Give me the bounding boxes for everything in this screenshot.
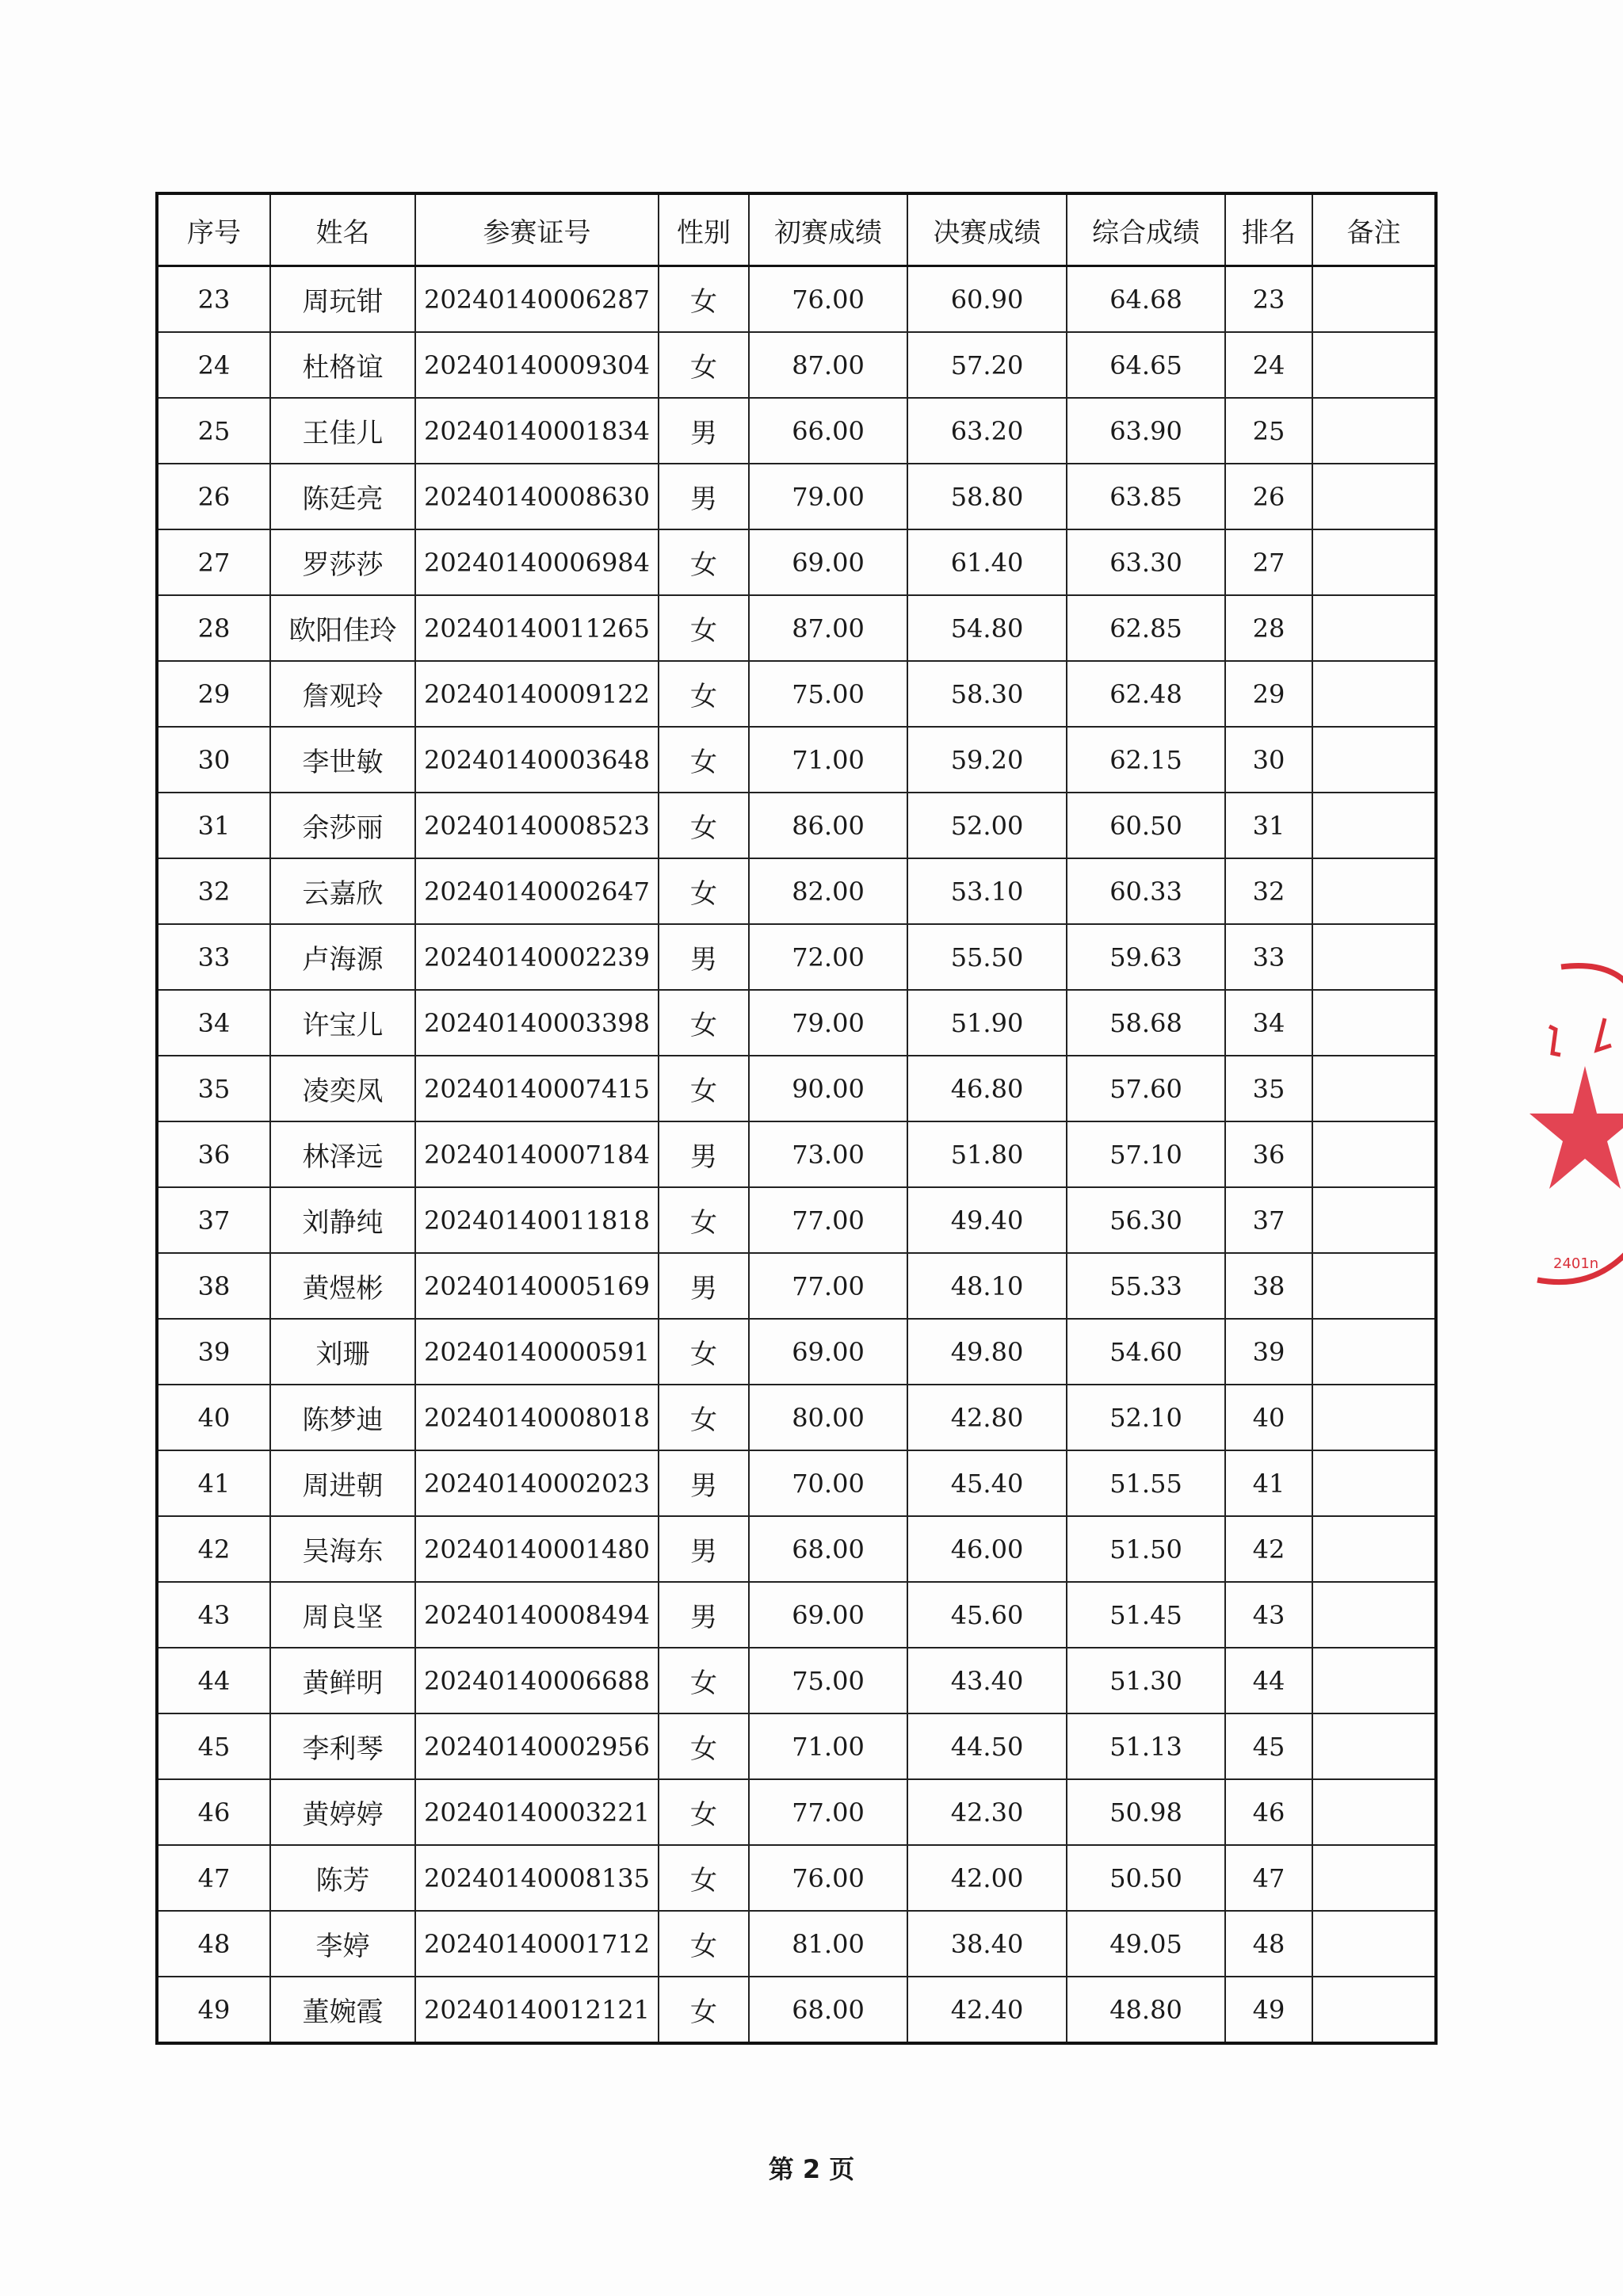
cell-prelim: 70.00 [749, 1450, 907, 1516]
cell-prelim: 75.00 [749, 1648, 907, 1713]
cell-prelim: 90.00 [749, 1056, 907, 1121]
cell-name: 陈芳 [270, 1845, 415, 1911]
cell-name: 李世敏 [270, 727, 415, 793]
table-row [157, 1319, 1436, 1385]
cell-total: 57.60 [1067, 1056, 1225, 1121]
cell-rank: 33 [1225, 924, 1312, 990]
cell-id: 20240140007184 [415, 1121, 659, 1187]
cell-final: 42.80 [907, 1385, 1067, 1450]
cell-total: 50.50 [1067, 1845, 1225, 1911]
cell-seq: 34 [157, 990, 270, 1056]
cell-prelim: 76.00 [749, 1845, 907, 1911]
cell-seq: 41 [157, 1450, 270, 1516]
cell-total: 56.30 [1067, 1187, 1225, 1253]
cell-name: 李婷 [270, 1911, 415, 1977]
cell-total: 63.90 [1067, 398, 1225, 464]
table-row [157, 595, 1436, 661]
table-row [157, 1779, 1436, 1845]
cell-id: 20240140006984 [415, 529, 659, 595]
cell-gender: 男 [659, 1450, 749, 1516]
cell-note [1312, 1582, 1436, 1648]
cell-name: 云嘉欣 [270, 858, 415, 924]
table-row [157, 1648, 1436, 1713]
cell-id: 20240140002239 [415, 924, 659, 990]
cell-seq: 45 [157, 1713, 270, 1779]
cell-final: 58.30 [907, 661, 1067, 727]
cell-note [1312, 1779, 1436, 1845]
cell-name: 周玩钳 [270, 266, 415, 333]
cell-rank: 41 [1225, 1450, 1312, 1516]
header-rank: 排名 [1225, 193, 1312, 266]
cell-rank: 42 [1225, 1516, 1312, 1582]
table-row [157, 1977, 1436, 2043]
cell-name: 罗莎莎 [270, 529, 415, 595]
cell-rank: 31 [1225, 793, 1312, 858]
table-row [157, 332, 1436, 398]
cell-seq: 38 [157, 1253, 270, 1319]
cell-rank: 30 [1225, 727, 1312, 793]
cell-name: 周良坚 [270, 1582, 415, 1648]
cell-seq: 42 [157, 1516, 270, 1582]
cell-rank: 37 [1225, 1187, 1312, 1253]
cell-total: 62.85 [1067, 595, 1225, 661]
cell-gender: 男 [659, 924, 749, 990]
cell-final: 61.40 [907, 529, 1067, 595]
cell-total: 63.85 [1067, 464, 1225, 529]
cell-gender: 女 [659, 332, 749, 398]
table-row [157, 727, 1436, 793]
cell-final: 43.40 [907, 1648, 1067, 1713]
table-body [157, 266, 1436, 2044]
cell-prelim: 76.00 [749, 266, 907, 333]
cell-prelim: 68.00 [749, 1977, 907, 2043]
cell-id: 20240140009122 [415, 661, 659, 727]
cell-note [1312, 1977, 1436, 2043]
cell-total: 64.65 [1067, 332, 1225, 398]
cell-seq: 29 [157, 661, 270, 727]
cell-gender: 女 [659, 1911, 749, 1977]
cell-rank: 45 [1225, 1713, 1312, 1779]
cell-name: 周进朝 [270, 1450, 415, 1516]
cell-note [1312, 1516, 1436, 1582]
cell-note [1312, 332, 1436, 398]
cell-note [1312, 1187, 1436, 1253]
cell-final: 49.80 [907, 1319, 1067, 1385]
header-row [157, 193, 1436, 266]
cell-seq: 37 [157, 1187, 270, 1253]
cell-gender: 女 [659, 990, 749, 1056]
table-row [157, 1253, 1436, 1319]
cell-seq: 44 [157, 1648, 270, 1713]
cell-name: 卢海源 [270, 924, 415, 990]
cell-final: 53.10 [907, 858, 1067, 924]
cell-total: 51.55 [1067, 1450, 1225, 1516]
cell-seq: 48 [157, 1911, 270, 1977]
cell-final: 46.80 [907, 1056, 1067, 1121]
cell-name: 杜格谊 [270, 332, 415, 398]
cell-gender: 女 [659, 1845, 749, 1911]
cell-rank: 24 [1225, 332, 1312, 398]
cell-final: 52.00 [907, 793, 1067, 858]
cell-seq: 47 [157, 1845, 270, 1911]
cell-id: 20240140001834 [415, 398, 659, 464]
cell-prelim: 75.00 [749, 661, 907, 727]
cell-gender: 男 [659, 1516, 749, 1582]
cell-prelim: 69.00 [749, 1319, 907, 1385]
cell-gender: 男 [659, 398, 749, 464]
cell-gender: 女 [659, 266, 749, 333]
table-row [157, 266, 1436, 333]
cell-note [1312, 1648, 1436, 1713]
cell-seq: 46 [157, 1779, 270, 1845]
table-row [157, 661, 1436, 727]
cell-seq: 39 [157, 1319, 270, 1385]
cell-final: 44.50 [907, 1713, 1067, 1779]
cell-prelim: 79.00 [749, 464, 907, 529]
official-seal [1506, 951, 1623, 1300]
header-seq: 序号 [157, 193, 270, 266]
cell-prelim: 71.00 [749, 727, 907, 793]
cell-rank: 29 [1225, 661, 1312, 727]
cell-total: 60.50 [1067, 793, 1225, 858]
cell-prelim: 77.00 [749, 1779, 907, 1845]
cell-seq: 35 [157, 1056, 270, 1121]
cell-name: 詹观玲 [270, 661, 415, 727]
cell-seq: 49 [157, 1977, 270, 2043]
cell-id: 20240140008135 [415, 1845, 659, 1911]
cell-gender: 男 [659, 1121, 749, 1187]
cell-note [1312, 1121, 1436, 1187]
cell-note [1312, 464, 1436, 529]
cell-seq: 40 [157, 1385, 270, 1450]
cell-name: 董婉霞 [270, 1977, 415, 2043]
svg-text:2401n: 2401n [1553, 1255, 1599, 1272]
cell-final: 38.40 [907, 1911, 1067, 1977]
seal-graphic [1506, 951, 1623, 1300]
cell-note [1312, 661, 1436, 727]
results-table [155, 192, 1438, 2045]
cell-id: 20240140003648 [415, 727, 659, 793]
cell-note [1312, 1056, 1436, 1121]
cell-note [1312, 1845, 1436, 1911]
table-row [157, 464, 1436, 529]
cell-prelim: 77.00 [749, 1253, 907, 1319]
cell-seq: 30 [157, 727, 270, 793]
cell-gender: 女 [659, 1056, 749, 1121]
cell-final: 58.80 [907, 464, 1067, 529]
cell-note [1312, 1253, 1436, 1319]
cell-name: 黄鲜明 [270, 1648, 415, 1713]
cell-seq: 31 [157, 793, 270, 858]
cell-final: 54.80 [907, 595, 1067, 661]
cell-id: 20240140005169 [415, 1253, 659, 1319]
cell-rank: 34 [1225, 990, 1312, 1056]
cell-total: 62.48 [1067, 661, 1225, 727]
cell-total: 60.33 [1067, 858, 1225, 924]
cell-rank: 28 [1225, 595, 1312, 661]
cell-id: 20240140008523 [415, 793, 659, 858]
cell-note [1312, 924, 1436, 990]
header-name: 姓名 [270, 193, 415, 266]
header-final: 决赛成绩 [907, 193, 1067, 266]
cell-final: 51.80 [907, 1121, 1067, 1187]
cell-total: 51.13 [1067, 1713, 1225, 1779]
cell-rank: 43 [1225, 1582, 1312, 1648]
cell-seq: 43 [157, 1582, 270, 1648]
cell-prelim: 68.00 [749, 1516, 907, 1582]
cell-id: 20240140003221 [415, 1779, 659, 1845]
cell-name: 黄煜彬 [270, 1253, 415, 1319]
cell-id: 20240140011818 [415, 1187, 659, 1253]
cell-name: 余莎丽 [270, 793, 415, 858]
cell-id: 20240140001712 [415, 1911, 659, 1977]
cell-total: 50.98 [1067, 1779, 1225, 1845]
cell-total: 51.45 [1067, 1582, 1225, 1648]
cell-gender: 女 [659, 595, 749, 661]
cell-final: 51.90 [907, 990, 1067, 1056]
cell-rank: 46 [1225, 1779, 1312, 1845]
table-row [157, 1582, 1436, 1648]
cell-rank: 26 [1225, 464, 1312, 529]
cell-gender: 女 [659, 793, 749, 858]
cell-name: 许宝儿 [270, 990, 415, 1056]
cell-note [1312, 1450, 1436, 1516]
cell-gender: 女 [659, 1713, 749, 1779]
cell-seq: 25 [157, 398, 270, 464]
cell-prelim: 66.00 [749, 398, 907, 464]
cell-rank: 49 [1225, 1977, 1312, 2043]
cell-total: 48.80 [1067, 1977, 1225, 2043]
cell-seq: 28 [157, 595, 270, 661]
cell-final: 42.00 [907, 1845, 1067, 1911]
cell-seq: 33 [157, 924, 270, 990]
cell-total: 64.68 [1067, 266, 1225, 333]
cell-note [1312, 1319, 1436, 1385]
table-row [157, 1187, 1436, 1253]
cell-prelim: 87.00 [749, 595, 907, 661]
page-number: 第 2 页 [768, 2154, 855, 2184]
cell-prelim: 73.00 [749, 1121, 907, 1187]
cell-rank: 36 [1225, 1121, 1312, 1187]
cell-rank: 35 [1225, 1056, 1312, 1121]
cell-rank: 38 [1225, 1253, 1312, 1319]
cell-id: 20240140006688 [415, 1648, 659, 1713]
cell-prelim: 80.00 [749, 1385, 907, 1450]
cell-rank: 44 [1225, 1648, 1312, 1713]
table-row [157, 858, 1436, 924]
cell-name: 欧阳佳玲 [270, 595, 415, 661]
table-row [157, 1450, 1436, 1516]
cell-rank: 23 [1225, 266, 1312, 333]
cell-total: 58.68 [1067, 990, 1225, 1056]
cell-note [1312, 1713, 1436, 1779]
table-row [157, 1385, 1436, 1450]
cell-name: 刘珊 [270, 1319, 415, 1385]
cell-seq: 23 [157, 266, 270, 333]
cell-id: 20240140007415 [415, 1056, 659, 1121]
cell-id: 20240140002023 [415, 1450, 659, 1516]
cell-final: 49.40 [907, 1187, 1067, 1253]
cell-seq: 32 [157, 858, 270, 924]
cell-note [1312, 266, 1436, 333]
cell-id: 20240140009304 [415, 332, 659, 398]
cell-gender: 女 [659, 529, 749, 595]
cell-name: 刘静纯 [270, 1187, 415, 1253]
cell-seq: 24 [157, 332, 270, 398]
cell-rank: 39 [1225, 1319, 1312, 1385]
cell-total: 51.30 [1067, 1648, 1225, 1713]
cell-note [1312, 529, 1436, 595]
cell-gender: 女 [659, 727, 749, 793]
cell-final: 45.40 [907, 1450, 1067, 1516]
cell-gender: 男 [659, 1253, 749, 1319]
cell-rank: 47 [1225, 1845, 1312, 1911]
cell-rank: 32 [1225, 858, 1312, 924]
cell-note [1312, 595, 1436, 661]
cell-gender: 女 [659, 1779, 749, 1845]
cell-prelim: 69.00 [749, 529, 907, 595]
table-row [157, 990, 1436, 1056]
cell-gender: 女 [659, 661, 749, 727]
cell-id: 20240140000591 [415, 1319, 659, 1385]
cell-id: 20240140003398 [415, 990, 659, 1056]
cell-name: 陈廷亮 [270, 464, 415, 529]
cell-seq: 27 [157, 529, 270, 595]
cell-final: 57.20 [907, 332, 1067, 398]
cell-rank: 25 [1225, 398, 1312, 464]
cell-prelim: 87.00 [749, 332, 907, 398]
cell-gender: 女 [659, 1319, 749, 1385]
cell-id: 20240140012121 [415, 1977, 659, 2043]
cell-rank: 27 [1225, 529, 1312, 595]
table-row [157, 1911, 1436, 1977]
header-id: 参赛证号 [415, 193, 659, 266]
cell-final: 42.40 [907, 1977, 1067, 2043]
cell-prelim: 72.00 [749, 924, 907, 990]
cell-id: 20240140011265 [415, 595, 659, 661]
table-row [157, 793, 1436, 858]
cell-final: 60.90 [907, 266, 1067, 333]
cell-total: 55.33 [1067, 1253, 1225, 1319]
cell-total: 59.63 [1067, 924, 1225, 990]
cell-name: 黄婷婷 [270, 1779, 415, 1845]
cell-note [1312, 727, 1436, 793]
cell-gender: 女 [659, 858, 749, 924]
cell-prelim: 77.00 [749, 1187, 907, 1253]
cell-id: 20240140002647 [415, 858, 659, 924]
cell-seq: 26 [157, 464, 270, 529]
cell-id: 20240140006287 [415, 266, 659, 333]
cell-rank: 40 [1225, 1385, 1312, 1450]
cell-gender: 女 [659, 1385, 749, 1450]
cell-rank: 48 [1225, 1911, 1312, 1977]
table-row [157, 1516, 1436, 1582]
cell-note [1312, 1385, 1436, 1450]
header-gender: 性别 [659, 193, 749, 266]
cell-total: 63.30 [1067, 529, 1225, 595]
cell-gender: 男 [659, 1582, 749, 1648]
header-note: 备注 [1312, 193, 1436, 266]
cell-total: 49.05 [1067, 1911, 1225, 1977]
cell-final: 63.20 [907, 398, 1067, 464]
table-row [157, 529, 1436, 595]
header-total: 综合成绩 [1067, 193, 1225, 266]
cell-name: 凌奕凤 [270, 1056, 415, 1121]
table-row [157, 1056, 1436, 1121]
cell-id: 20240140008494 [415, 1582, 659, 1648]
cell-final: 59.20 [907, 727, 1067, 793]
cell-seq: 36 [157, 1121, 270, 1187]
cell-total: 57.10 [1067, 1121, 1225, 1187]
table-row [157, 1121, 1436, 1187]
cell-prelim: 71.00 [749, 1713, 907, 1779]
cell-name: 王佳儿 [270, 398, 415, 464]
cell-name: 陈梦迪 [270, 1385, 415, 1450]
cell-final: 42.30 [907, 1779, 1067, 1845]
cell-final: 55.50 [907, 924, 1067, 990]
table-row [157, 398, 1436, 464]
cell-final: 46.00 [907, 1516, 1067, 1582]
cell-note [1312, 858, 1436, 924]
cell-id: 20240140008630 [415, 464, 659, 529]
cell-total: 51.50 [1067, 1516, 1225, 1582]
cell-id: 20240140002956 [415, 1713, 659, 1779]
cell-prelim: 86.00 [749, 793, 907, 858]
cell-gender: 男 [659, 464, 749, 529]
table-row [157, 1845, 1436, 1911]
cell-prelim: 79.00 [749, 990, 907, 1056]
cell-total: 54.60 [1067, 1319, 1225, 1385]
cell-name: 李利琴 [270, 1713, 415, 1779]
cell-name: 吴海东 [270, 1516, 415, 1582]
cell-note [1312, 1911, 1436, 1977]
cell-total: 62.15 [1067, 727, 1225, 793]
cell-prelim: 82.00 [749, 858, 907, 924]
cell-final: 48.10 [907, 1253, 1067, 1319]
cell-note [1312, 398, 1436, 464]
cell-name: 林泽远 [270, 1121, 415, 1187]
cell-gender: 女 [659, 1648, 749, 1713]
cell-note [1312, 990, 1436, 1056]
cell-id: 20240140008018 [415, 1385, 659, 1450]
cell-prelim: 69.00 [749, 1582, 907, 1648]
cell-total: 52.10 [1067, 1385, 1225, 1450]
cell-gender: 女 [659, 1977, 749, 2043]
table-row [157, 924, 1436, 990]
cell-note [1312, 793, 1436, 858]
table-row [157, 1713, 1436, 1779]
header-prelim: 初赛成绩 [749, 193, 907, 266]
cell-final: 45.60 [907, 1582, 1067, 1648]
cell-gender: 女 [659, 1187, 749, 1253]
cell-id: 20240140001480 [415, 1516, 659, 1582]
cell-prelim: 81.00 [749, 1911, 907, 1977]
